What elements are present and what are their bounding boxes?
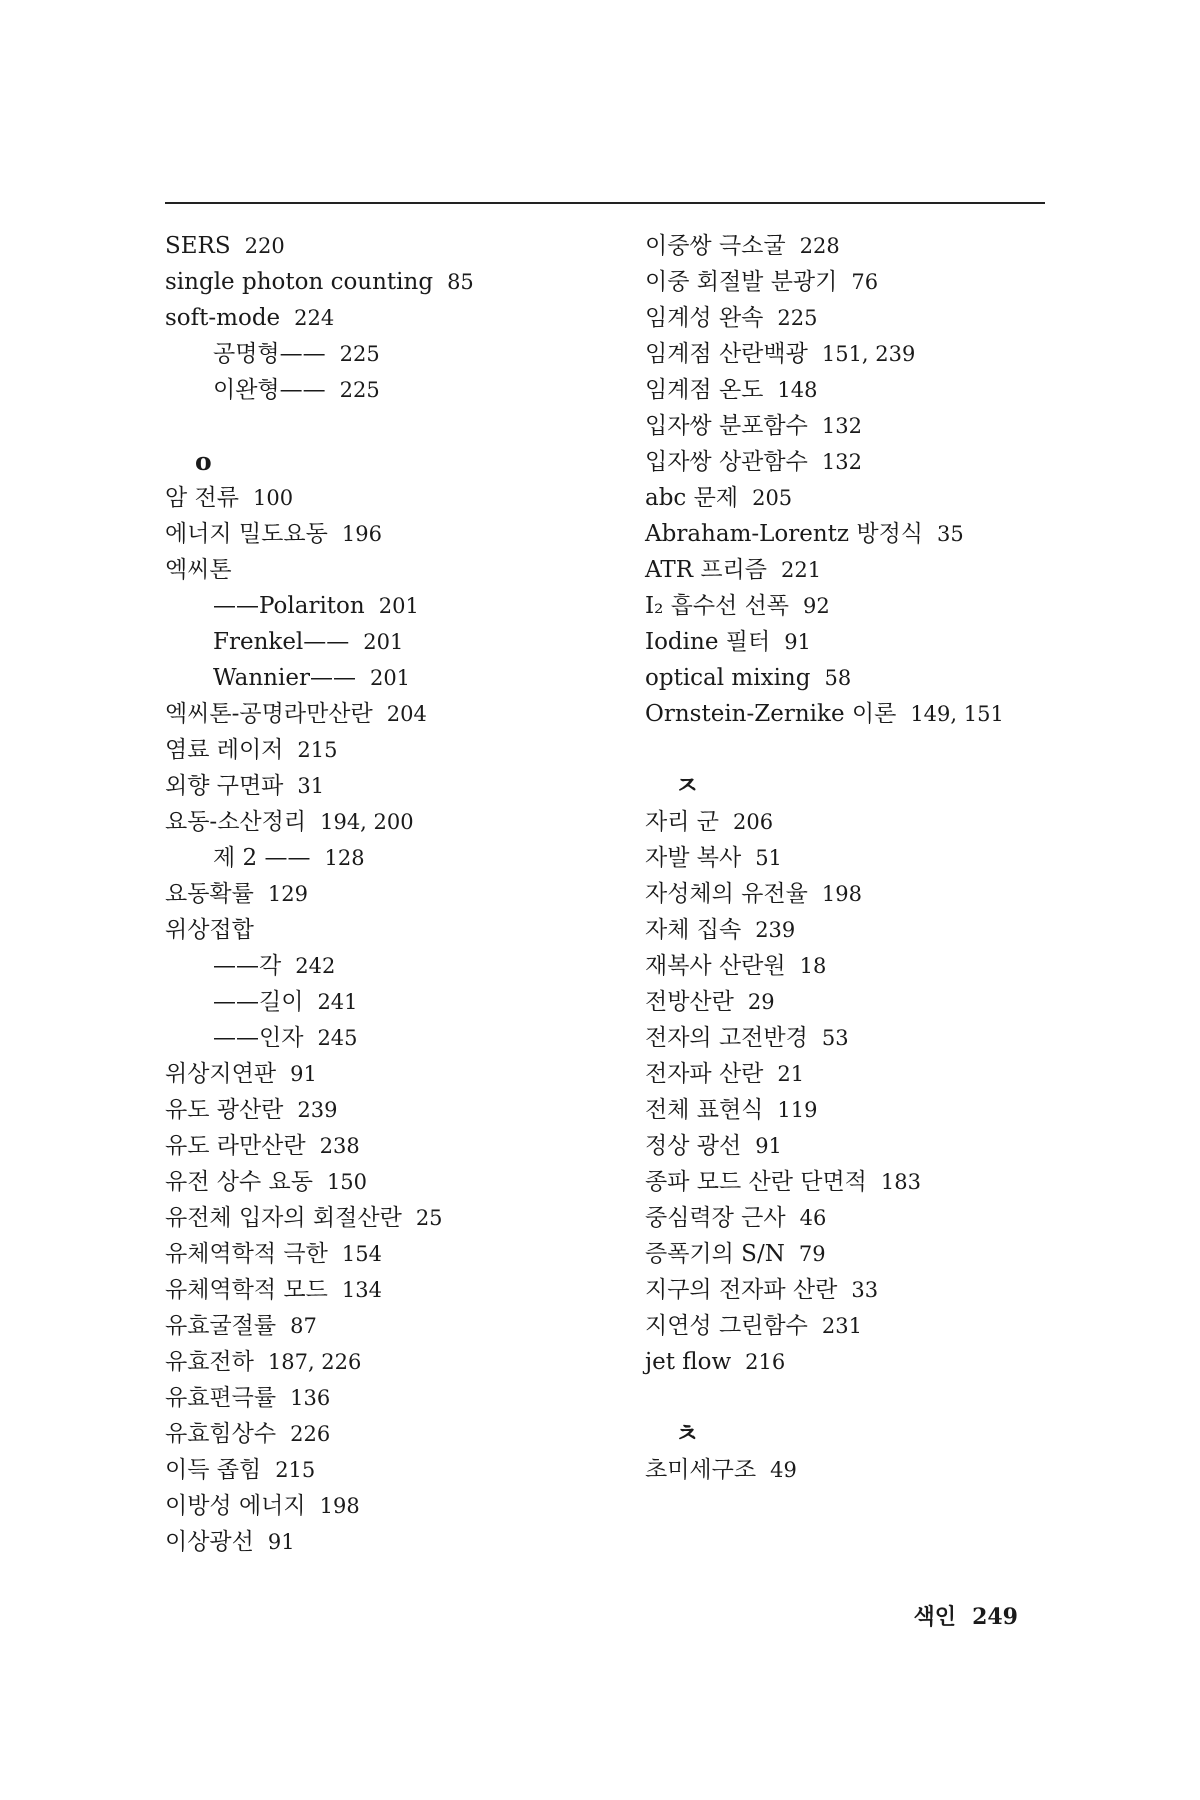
index-entry: [165, 516, 615, 552]
index-pages: 58: [824, 666, 852, 690]
index-entry: [165, 480, 615, 516]
index-entry: [645, 912, 1065, 948]
index-term: 자성체의 유전율: [645, 881, 808, 907]
index-pages: 205: [752, 486, 793, 510]
index-term: 유체역학적 모드: [165, 1277, 328, 1303]
index-pages: 29: [747, 990, 775, 1014]
index-term: 중심력장 근사: [645, 1205, 786, 1231]
index-pages: 194, 200: [320, 810, 414, 834]
index-term: Iodine 필터: [645, 629, 771, 655]
index-pages: 79: [798, 1242, 826, 1266]
index-column-right: [645, 228, 1065, 1488]
index-term: 유전체 입자의 회절산란: [165, 1205, 402, 1231]
index-term: ATR 프리즘: [645, 557, 767, 583]
index-subentry: [165, 588, 615, 624]
index-term: 이득 좁힘: [165, 1457, 262, 1483]
index-term: single photon counting: [165, 269, 434, 295]
index-pages: 238: [319, 1134, 360, 1158]
index-pages: 220: [244, 234, 285, 258]
index-term: 입자쌍 상관함수: [645, 449, 808, 475]
index-pages: 239: [755, 918, 796, 942]
index-pages: 201: [369, 666, 411, 690]
index-pages: 154: [341, 1242, 382, 1266]
index-entry: [165, 1452, 615, 1488]
index-term: 유전 상수 요동: [165, 1169, 313, 1195]
index-pages: 183: [880, 1170, 921, 1194]
index-entry: [165, 912, 615, 948]
index-term: 유효전하: [165, 1349, 254, 1375]
index-pages: 187, 226: [267, 1350, 362, 1374]
section-heading: ㅊ: [675, 1419, 700, 1448]
index-term: 입자쌍 분포함수: [645, 413, 808, 439]
index-pages: 216: [745, 1350, 786, 1374]
index-term: 이중 회절발 분광기: [645, 269, 838, 295]
index-entry: [645, 1452, 1065, 1488]
index-entry: [645, 300, 1065, 336]
index-term: 재복사 산란원: [645, 953, 786, 979]
index-term: 전체 표현식: [645, 1097, 764, 1123]
index-pages: 215: [297, 738, 338, 762]
index-pages: 129: [267, 882, 308, 906]
index-pages: 221: [780, 558, 822, 582]
index-term: ——Polariton: [213, 593, 365, 619]
index-term: 자체 집속: [645, 917, 742, 943]
index-entry: [645, 1056, 1065, 1092]
index-subentry: [165, 660, 615, 696]
index-term: 외향 구면파: [165, 773, 284, 799]
index-pages: 132: [821, 450, 862, 474]
index-term: SERS: [165, 233, 231, 259]
index-column-left: [165, 228, 615, 1560]
index-entry: [645, 1200, 1065, 1236]
index-term: soft-mode: [165, 305, 281, 331]
index-entry: [165, 768, 615, 804]
index-term: 요동확률: [165, 881, 254, 907]
index-entry: [645, 264, 1065, 300]
index-entry: [645, 660, 1065, 696]
index-pages: 100: [252, 486, 294, 510]
index-pages: 198: [319, 1494, 360, 1518]
index-term: ——길이: [213, 989, 304, 1015]
index-pages: 53: [821, 1026, 849, 1050]
index-term: Wannier——: [213, 665, 356, 691]
index-pages: 225: [339, 342, 380, 366]
index-entry: [645, 948, 1065, 984]
index-entry: [645, 516, 1065, 552]
index-entry: [165, 1200, 615, 1236]
index-subentry: [165, 336, 615, 372]
index-entry: [645, 1092, 1065, 1128]
index-entry: [645, 1020, 1065, 1056]
index-entry: [165, 1272, 615, 1308]
index-pages: 215: [275, 1458, 316, 1482]
index-pages: 198: [821, 882, 862, 906]
index-entry: [165, 264, 615, 300]
index-term: 염료 레이저: [165, 737, 284, 763]
index-pages: 91: [290, 1062, 317, 1086]
index-entry: [645, 552, 1065, 588]
index-subentry: [165, 624, 615, 660]
index-term: 유효힘상수: [165, 1421, 277, 1447]
index-pages: 134: [341, 1278, 382, 1302]
index-term: 제 2 ——: [213, 845, 311, 871]
index-entry: [165, 1164, 615, 1200]
index-term: 증폭기의 S/N: [645, 1241, 785, 1267]
index-pages: 136: [290, 1386, 331, 1410]
index-pages: 231: [821, 1314, 862, 1338]
index-term: 위상접합: [165, 917, 254, 943]
index-entry: [645, 1164, 1065, 1200]
index-term: 전자의 고전반경: [645, 1025, 808, 1051]
index-pages: 245: [317, 1026, 358, 1050]
index-term: 전자파 산란: [645, 1061, 764, 1087]
index-entry: [645, 1272, 1065, 1308]
index-term: Ornstein-Zernike 이론: [645, 701, 897, 727]
index-pages: 196: [341, 522, 382, 546]
index-entry: [165, 1128, 615, 1164]
index-term: 유효굴절률: [165, 1313, 277, 1339]
index-term: 엑씨톤-공명라만산란: [165, 701, 373, 727]
index-term: 정상 광선: [645, 1133, 742, 1159]
index-entry: [165, 552, 615, 588]
index-term: 지구의 전자파 산란: [645, 1277, 838, 1303]
index-term: 초미세구조: [645, 1457, 757, 1483]
index-term: 지연성 그린함수: [645, 1313, 808, 1339]
index-term: 임계점 온도: [645, 377, 764, 403]
index-entry: [645, 228, 1065, 264]
index-term: 종파 모드 산란 단면적: [645, 1169, 867, 1195]
index-pages: 225: [339, 378, 380, 402]
index-pages: 25: [415, 1206, 443, 1230]
index-term: 임계성 완속: [645, 305, 764, 331]
index-entry: [165, 732, 615, 768]
index-pages: 91: [267, 1530, 295, 1554]
index-term: optical mixing: [645, 665, 811, 691]
index-entry: [165, 1056, 615, 1092]
index-pages: 31: [297, 774, 325, 798]
index-entry: [165, 1092, 615, 1128]
index-term: ——각: [213, 953, 282, 979]
index-term: 이상광선: [165, 1529, 254, 1555]
index-pages: 241: [317, 990, 358, 1014]
index-entry: [165, 1380, 615, 1416]
index-entry: [645, 876, 1065, 912]
index-subentry: [165, 984, 615, 1020]
index-entry: [645, 840, 1065, 876]
index-pages: 33: [851, 1278, 879, 1302]
index-pages: 92: [803, 594, 830, 618]
index-pages: 91: [784, 630, 811, 654]
index-pages: 51: [755, 846, 782, 870]
top-rule: [165, 202, 1045, 204]
index-pages: 85: [447, 270, 474, 294]
index-entry: [645, 588, 1065, 624]
index-term: 이중쌍 극소굴: [645, 233, 786, 259]
index-term: ——인자: [213, 1025, 304, 1051]
index-entry: [645, 336, 1065, 372]
index-entry: [645, 1308, 1065, 1344]
index-entry: [165, 1524, 615, 1560]
index-entry: [645, 1344, 1065, 1380]
index-pages: 242: [295, 954, 336, 978]
index-pages: 151, 239: [821, 342, 916, 366]
index-entry: [165, 696, 615, 732]
index-term: 공명형——: [213, 341, 326, 367]
index-term: abc 문제: [645, 485, 739, 511]
index-entry: [645, 372, 1065, 408]
index-term: 자발 복사: [645, 845, 742, 871]
index-pages: 149, 151: [910, 702, 1004, 726]
index-entry: [165, 1236, 615, 1272]
index-term: Frenkel——: [213, 629, 350, 655]
index-subentry: [165, 372, 615, 408]
index-pages: 148: [777, 378, 818, 402]
index-term: 암 전류: [165, 485, 239, 511]
index-term: 유체역학적 극한: [165, 1241, 328, 1267]
index-entry: [165, 300, 615, 336]
index-term: 임계점 산란백광: [645, 341, 808, 367]
index-term: 이완형——: [213, 377, 326, 403]
index-pages: 21: [777, 1062, 805, 1086]
index-pages: 35: [937, 522, 964, 546]
index-term: 위상지연판: [165, 1061, 277, 1087]
index-term: 요동-소산정리: [165, 809, 307, 835]
index-entry: [645, 1236, 1065, 1272]
index-pages: 91: [755, 1134, 782, 1158]
index-pages: 46: [799, 1206, 827, 1230]
index-term: 에너지 밀도요동: [165, 521, 328, 547]
page-number: 249: [972, 1604, 1018, 1630]
section-heading: o: [195, 447, 212, 476]
index-term: 자리 군: [645, 809, 719, 835]
index-entry: [645, 804, 1065, 840]
index-entry: [165, 1308, 615, 1344]
index-term: 엑씨톤: [165, 557, 232, 583]
index-pages: 226: [290, 1422, 331, 1446]
index-term: I₂ 흡수선 선폭: [645, 593, 790, 619]
index-pages: 224: [294, 306, 335, 330]
index-pages: 132: [821, 414, 862, 438]
index-entry: [645, 444, 1065, 480]
index-entry: [645, 480, 1065, 516]
index-term: jet flow: [645, 1349, 732, 1375]
index-pages: 18: [799, 954, 827, 978]
index-pages: 128: [324, 846, 365, 870]
index-entry: [645, 696, 1065, 732]
index-entry: [165, 1488, 615, 1524]
page-footer: [914, 1600, 1018, 1631]
index-entry: [165, 228, 615, 264]
index-pages: 239: [297, 1098, 338, 1122]
index-term: Abraham-Lorentz 방정식: [645, 521, 924, 547]
index-subentry: [165, 840, 615, 876]
index-pages: 225: [777, 306, 818, 330]
index-entry: [645, 984, 1065, 1020]
index-term: 유효편극률: [165, 1385, 277, 1411]
footer-label: 색인: [913, 1604, 957, 1630]
index-entry: [165, 1344, 615, 1380]
section-heading: ㅈ: [675, 771, 700, 800]
index-entry: [165, 876, 615, 912]
index-term: 이방성 에너지: [165, 1493, 306, 1519]
index-pages: 201: [363, 630, 404, 654]
index-pages: 206: [732, 810, 774, 834]
index-pages: 119: [777, 1098, 818, 1122]
index-entry: [165, 1416, 615, 1452]
index-pages: 201: [378, 594, 419, 618]
index-pages: 49: [770, 1458, 797, 1482]
index-entry: [645, 408, 1065, 444]
index-pages: 204: [386, 702, 427, 726]
index-term: 유도 광산란: [165, 1097, 284, 1123]
index-subentry: [165, 1020, 615, 1056]
index-term: 전방산란: [645, 989, 734, 1015]
index-pages: 76: [851, 270, 879, 294]
index-term: 유도 라만산란: [165, 1133, 306, 1159]
index-entry: [645, 624, 1065, 660]
index-pages: 87: [290, 1314, 317, 1338]
index-pages: 150: [326, 1170, 368, 1194]
index-entry: [645, 1128, 1065, 1164]
index-pages: 228: [799, 234, 840, 258]
index-entry: [165, 804, 615, 840]
index-subentry: [165, 948, 615, 984]
